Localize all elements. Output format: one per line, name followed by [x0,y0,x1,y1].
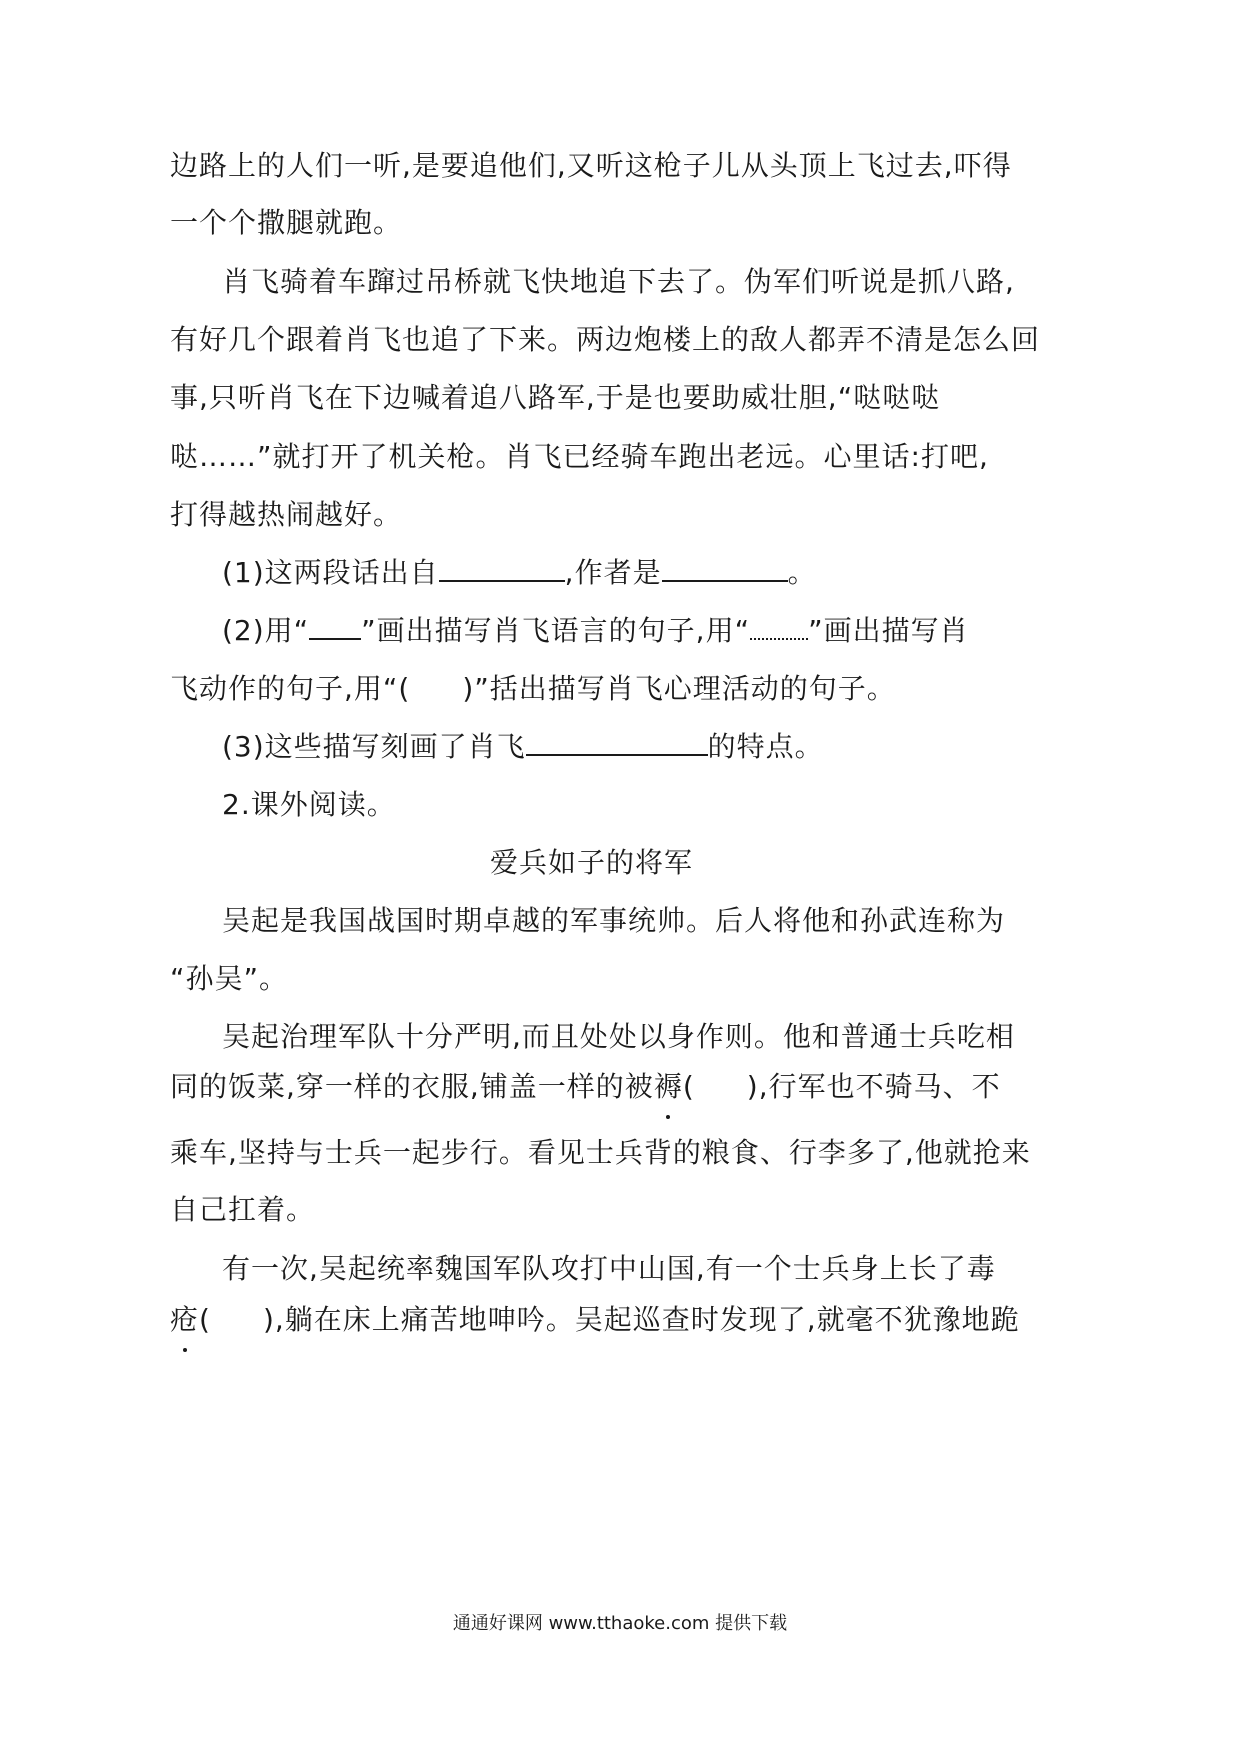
text-segment: 同的饭菜,穿一样的衣服,铺盖一样的被 [170,1070,654,1103]
text-line: 吴起治理军队十分严明,而且处处以身作则。他和普通士兵吃相 [222,1020,1015,1053]
question-2-text: (2)用“ [222,614,310,647]
section-heading: 2.课外阅读。 [222,788,396,821]
question-1-text-2: ,作者是 [564,556,662,589]
text-line [170,1300,1020,1340]
question-3-text: (3)这些描写刻画了肖飞 [222,730,526,763]
text-line: 自己扛着。 [170,1193,316,1226]
text-line: 打得越热闹越好。 [170,498,403,531]
answer-blank[interactable] [526,728,708,756]
answer-blank[interactable] [662,554,788,582]
text-line [170,1067,1001,1107]
text-line: 边路上的人们一听,是要追他们,又听这枪子儿从头顶上飞过去,吓得 [170,149,1012,182]
footer-credit: 通通好课网 www.tthaoke.com 提供下载 [452,1613,788,1634]
question-1-end: 。 [787,556,817,589]
question-2-text-4: 飞动作的句子,用“( [170,672,411,705]
wavy-line-mark [750,616,808,640]
text-line: 一个个撒腿就跑。 [170,206,403,239]
question-3-text-2: 的特点。 [707,730,824,763]
text-segment: ( [682,1070,695,1103]
question-1 [222,553,817,593]
text-line: 肖飞骑着车蹿过吊桥就飞快地追下去了。伪军们听说是抓八路, [222,265,1015,298]
question-2-text-3: ”画出描写肖 [808,614,969,647]
text-line: 事,只听肖飞在下边喊着追八路军,于是也要助威壮胆,“哒哒哒 [170,381,941,414]
straight-line-mark [309,612,361,640]
text-segment: ),行军也不骑马、不 [746,1070,1001,1103]
dotted-char: 疮 [170,1300,199,1340]
dotted-char: 褥 [654,1067,683,1107]
text-segment: ( [199,1303,211,1336]
text-line: 有好几个跟着肖飞也追了下来。两边炮楼上的敌人都弄不清是怎么回 [170,323,1041,356]
question-2-text-2: ”画出描写肖飞语言的句子,用“ [361,614,751,647]
question-3 [222,727,824,767]
answer-blank[interactable] [439,554,565,582]
question-2-text-5: )”括出描写肖飞心理活动的句子。 [462,672,896,705]
text-line: 有一次,吴起统率魏国军队攻打中山国,有一个士兵身上长了毒 [222,1252,996,1285]
question-2 [222,611,969,651]
text-line: 吴起是我国战国时期卓越的军事统帅。后人将他和孙武连称为 [222,904,1006,937]
text-segment: ),躺在床上痛苦地呻吟。吴起巡查时发现了,就毫不犹豫地跪 [262,1303,1020,1336]
text-line: 乘车,坚持与士兵一起步行。看见士兵背的粮食、行李多了,他就抢来 [170,1136,1031,1169]
question-1-text: (1)这两段话出自 [222,556,439,589]
text-line: 哒……”就打开了机关枪。肖飞已经骑车跑出老远。心里话:打吧, [170,440,989,473]
passage-title: 爱兵如子的将军 [490,846,694,879]
text-line: “孙吴”。 [170,962,289,995]
question-2-cont [170,669,896,709]
